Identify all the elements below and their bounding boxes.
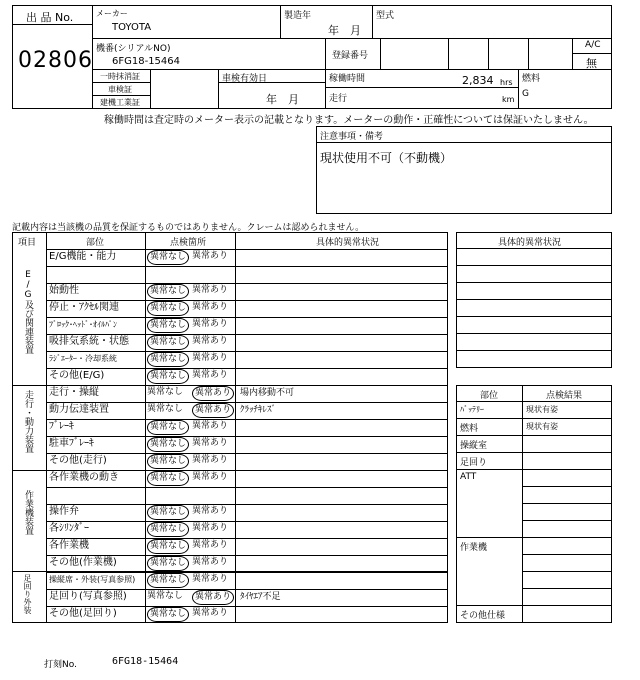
year-label: 製造年 xyxy=(284,11,312,21)
right-detail-table xyxy=(456,232,612,368)
check-ok: 異常なし xyxy=(147,505,189,520)
check-ok: 異常なし xyxy=(147,522,189,537)
check-ng: 異常あり xyxy=(192,472,229,482)
row-part: 停止・ｱｸｾﾙ関連 xyxy=(49,302,119,313)
check-ng: 異常あり xyxy=(192,336,229,346)
header-item: 項目 xyxy=(18,238,37,248)
check-ok: 異常なし xyxy=(147,556,189,571)
header-check: 点検箇所 xyxy=(170,238,207,248)
row-part: 操縦席・外装(写真参照) xyxy=(49,575,136,584)
check-ng: 異常あり xyxy=(192,386,234,401)
fuel-label: 燃料 xyxy=(522,74,541,84)
check-ng: 異常あり xyxy=(192,557,229,567)
check-ok: 異常なし xyxy=(147,387,184,397)
result-part-header: 部位 xyxy=(480,391,499,401)
row-part: ﾌﾞﾚｰｷ xyxy=(49,421,74,432)
hours-label: 稼働時間 xyxy=(329,74,366,84)
check-ng: 異常あり xyxy=(192,608,229,618)
row-part: その他(走行) xyxy=(49,455,107,466)
check-ok: 異常なし xyxy=(147,539,189,554)
check-ok: 異常なし xyxy=(147,454,189,469)
result-part-cab: 操縦室 xyxy=(460,441,488,451)
serial-label: 機番(シリアルNO) xyxy=(96,44,171,54)
check-ng: 異常あり xyxy=(192,370,229,380)
check-ng: 異常あり xyxy=(192,506,229,516)
check-ok: 異常なし xyxy=(147,471,189,486)
notes-label: 注意事項・備考 xyxy=(320,132,384,142)
stamp-label: 打刻No. xyxy=(44,660,77,670)
row-part: 吸排気系統・状態 xyxy=(49,336,129,347)
row-detail: ﾀｲﾔｴｱ不足 xyxy=(240,592,281,602)
check-ng: 異常あり xyxy=(192,574,229,584)
check-ok: 異常なし xyxy=(147,369,189,384)
hours-note: 稼働時間は査定時のメーター表示の記載となります。メーターの動作・正確性については保証いたしません。 xyxy=(104,115,594,126)
row-part: 始動性 xyxy=(49,285,79,296)
check-ok: 異常なし xyxy=(147,335,189,350)
result-value-fuel: 現状有姿 xyxy=(526,422,558,431)
check-ok: 異常なし xyxy=(147,420,189,435)
check-ok: 異常なし xyxy=(147,404,184,414)
check-ng: 異常あり xyxy=(192,421,229,431)
row-part: 各作業機の動き xyxy=(49,472,119,483)
check-ok: 異常なし xyxy=(147,284,189,299)
check-ok: 異常なし xyxy=(147,607,189,622)
check-ng: 異常あり xyxy=(192,540,229,550)
result-part-battery: ﾊﾞｯﾃﾘｰ xyxy=(460,405,484,414)
stamp-value: 6FG18-15464 xyxy=(112,656,179,667)
check-ng: 異常あり xyxy=(192,403,234,418)
check-ok: 異常なし xyxy=(147,573,189,588)
check-ng: 異常あり xyxy=(192,438,229,448)
result-part-att: ATT xyxy=(460,472,477,482)
notes-text: 現状使用不可（不動機） xyxy=(320,151,453,165)
year-unit: 年 月 xyxy=(328,24,361,37)
group-drive: 走行・動力装置 xyxy=(23,390,33,453)
result-part-fuel: 燃料 xyxy=(460,424,479,434)
row-part: 操作弁 xyxy=(49,506,79,517)
header-part: 部位 xyxy=(86,238,105,248)
result-value-battery: 現状有姿 xyxy=(526,405,558,414)
model-label: 型式 xyxy=(376,11,395,21)
maker-value: TOYOTA xyxy=(112,22,152,33)
permit-construction: 建機工業証 xyxy=(100,98,140,107)
row-detail: 場内移動不可 xyxy=(240,388,295,398)
hours-value: 2,834 xyxy=(462,74,494,87)
check-ng: 異常あり xyxy=(192,590,234,605)
row-part: 各ｼﾘﾝﾀﾞｰ xyxy=(49,523,89,534)
row-part: 足回り(写真参照) xyxy=(49,591,127,602)
inspection-label: 車検有効日 xyxy=(222,74,268,84)
permit-vehicle: 車検証 xyxy=(108,85,132,94)
ac-value: 無 xyxy=(586,57,597,70)
check-ng: 異常あり xyxy=(192,455,229,465)
result-part-workmachine: 作業機 xyxy=(460,543,488,553)
right-detail-header: 具体的異常状況 xyxy=(498,238,562,248)
check-ng: 異常あり xyxy=(192,285,229,295)
row-part: その他(E/G) xyxy=(49,370,105,381)
check-ng: 異常あり xyxy=(192,523,229,533)
disclaimer: 記載内容は当該機の品質を保証するものではありません。クレームは認められません。 xyxy=(12,223,365,233)
serial-value: 6FG18-15464 xyxy=(112,56,181,67)
check-ok: 異常なし xyxy=(147,352,189,367)
check-ng: 異常あり xyxy=(192,251,229,261)
group-undercarriage: 足回り外装 xyxy=(23,574,32,614)
row-detail: ｸﾗｯﾁｷﾚｽﾞ xyxy=(240,405,277,415)
group-work: 作業機装置 xyxy=(23,490,33,535)
row-part: 走行・操縦 xyxy=(49,387,99,398)
group-engine: E/G及び関連装置 xyxy=(23,270,33,354)
check-ok: 異常なし xyxy=(147,591,184,601)
check-ng: 異常あり xyxy=(192,319,229,329)
km-unit: km xyxy=(502,95,515,104)
maker-label: メーカー xyxy=(96,9,128,18)
fuel-value: G xyxy=(522,89,529,99)
registration-label: 登録番号 xyxy=(332,51,369,61)
check-ok: 異常なし xyxy=(147,437,189,452)
result-result-header: 点検結果 xyxy=(546,391,583,401)
row-part: ﾌﾞﾛｯｸ･ﾍｯﾄﾞ･ｵｲﾙﾊﾟﾝ xyxy=(49,320,117,329)
header-detail: 具体的異常状況 xyxy=(316,238,380,248)
hours-unit: hrs xyxy=(500,78,513,87)
inspection-unit: 年 月 xyxy=(266,93,299,106)
km-label: 走行 xyxy=(329,94,348,104)
lot-label: 出 品 No. xyxy=(26,11,74,24)
row-part: その他(作業機) xyxy=(49,557,117,568)
result-part-undercarriage: 足回り xyxy=(460,458,488,468)
ac-label: A/C xyxy=(585,40,601,50)
check-ok: 異常なし xyxy=(147,301,189,316)
check-ng: 異常あり xyxy=(192,353,229,363)
row-part: E/G機能・能力 xyxy=(49,251,117,262)
check-ok: 異常なし xyxy=(147,250,189,265)
row-part: 駐車ﾌﾞﾚｰｷ xyxy=(49,438,94,449)
check-ok: 異常なし xyxy=(147,318,189,333)
permit-temporary: 一時抹消証 xyxy=(100,72,140,81)
result-part-other: その他仕様 xyxy=(460,611,506,621)
lot-number: 02806 xyxy=(18,48,93,73)
check-ng: 異常あり xyxy=(192,302,229,312)
row-part: その他(足回り) xyxy=(49,608,117,619)
row-part: 動力伝達装置 xyxy=(49,404,109,415)
row-part: ﾗｼﾞｴｰﾀｰ・冷却系統 xyxy=(49,354,117,363)
row-part: 各作業機 xyxy=(49,540,89,551)
